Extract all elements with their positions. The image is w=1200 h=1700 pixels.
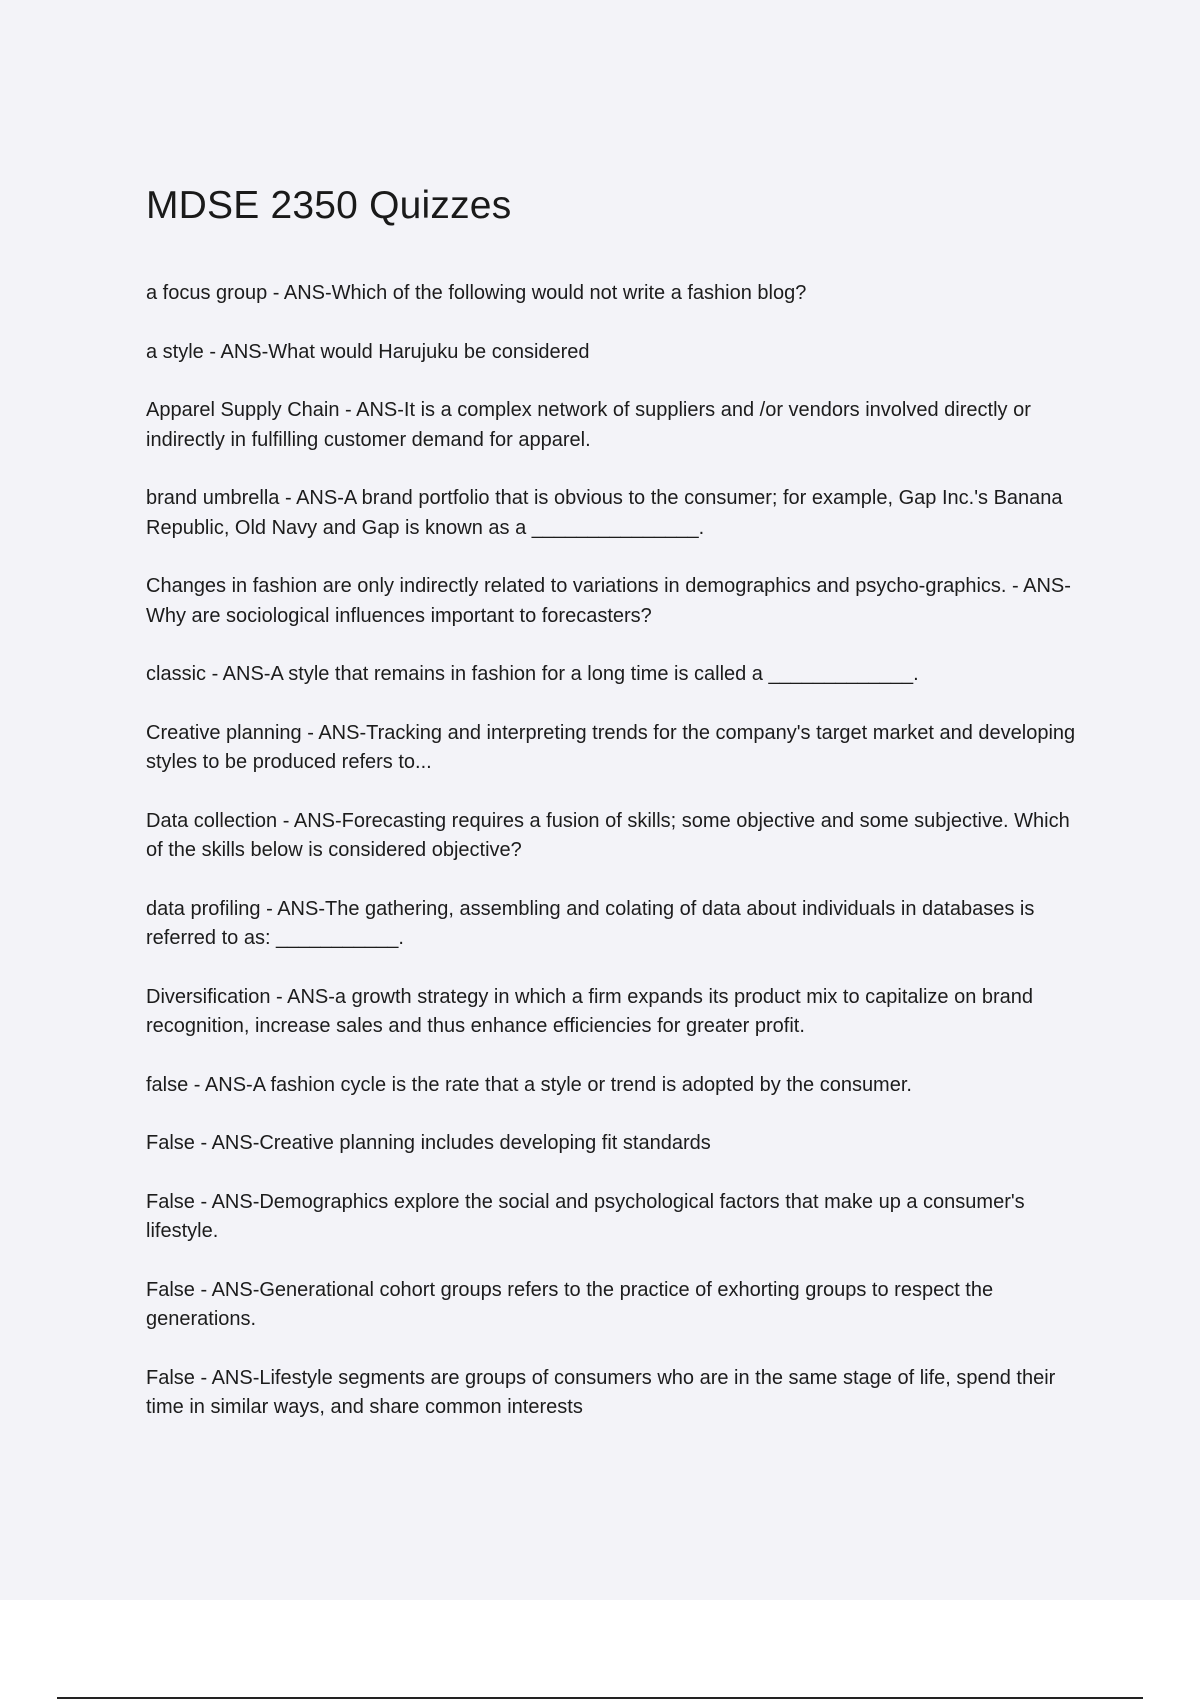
- page-title: MDSE 2350 Quizzes: [146, 184, 512, 227]
- quiz-entry: a focus group - ANS-Which of the following would not write a fashion blog?: [146, 282, 807, 304]
- quiz-entry: Data collection - ANS-Forecasting requires a fusion of skills; some objective and some subjective. Which of the skills below is considered objective?: [146, 809, 1070, 861]
- quiz-entry: false - ANS-A fashion cycle is the rate that a style or trend is adopted by the consumer.: [146, 1073, 912, 1096]
- quiz-entry: False - ANS-Generational cohort groups refers to the practice of exhorting groups to respect the generations.: [146, 1278, 994, 1330]
- quiz-entry: Creative planning - ANS-Tracking and interpreting trends for the company's target market and developing styles to be produced refers to...: [146, 721, 1076, 773]
- quiz-entry-list: [146, 279, 1086, 1452]
- quiz-entry: Diversification - ANS-a growth strategy in which a firm expands its product mix to capitalize on brand recognition, increase sales and thus enhance efficiencies for greater profit.: [146, 985, 1034, 1037]
- quiz-entry: Changes in fashion are only indirectly related to variations in demographics and psycho-graphics. - ANS-Why are sociological influences important to forecasters?: [146, 575, 1071, 627]
- footer-divider: [57, 1697, 1143, 1699]
- quiz-entry: a style - ANS-What would Harujuku be considered: [146, 340, 590, 363]
- quiz-entry: brand umbrella - ANS-A brand portfolio that is obvious to the consumer; for example, Gap Inc.'s Banana Republic, Old Navy and Gap is known as a _______________.: [146, 487, 1063, 539]
- quiz-entry: data profiling - ANS-The gathering, assembling and colating of data about individuals in databases is referred to as: ___________.: [146, 897, 1035, 949]
- quiz-entry: Apparel Supply Chain - ANS-It is a complex network of suppliers and /or vendors involved directly or indirectly in fulfilling customer demand for apparel.: [146, 399, 1031, 451]
- quiz-entry: classic - ANS-A style that remains in fashion for a long time is called a _____________.: [146, 663, 919, 685]
- quiz-entry: False - ANS-Demographics explore the social and psychological factors that make up a consumer's lifestyle.: [146, 1190, 1025, 1242]
- quiz-entry: False - ANS-Creative planning includes developing fit standards: [146, 1132, 711, 1154]
- quiz-entry: False - ANS-Lifestyle segments are groups of consumers who are in the same stage of life, spend their time in similar ways, and share common interests: [146, 1366, 1056, 1418]
